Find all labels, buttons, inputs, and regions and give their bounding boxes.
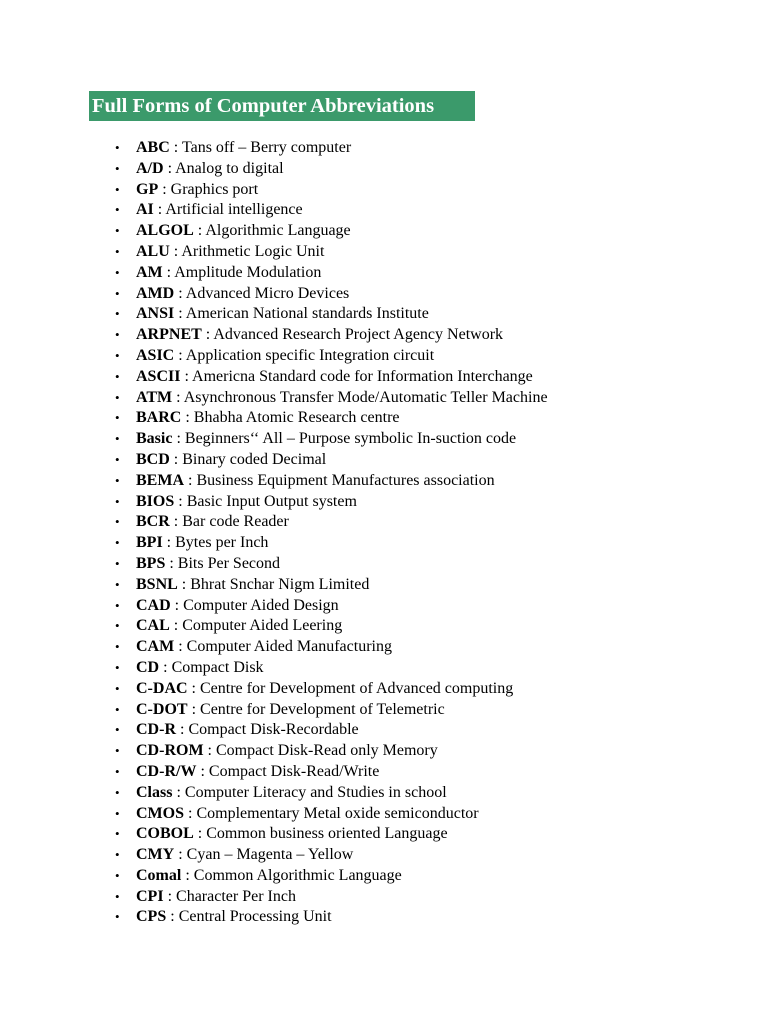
separator: : (174, 846, 187, 864)
bullet-icon: • (115, 639, 120, 655)
abbreviation: BEMA (136, 471, 184, 489)
bullet-icon: • (115, 493, 120, 509)
full-form: Bits Per Second (177, 554, 281, 572)
list-item-content (136, 304, 429, 325)
full-form: Binary coded Decimal (182, 450, 327, 468)
full-form: Graphics port (170, 180, 259, 198)
list-item-content (136, 907, 332, 928)
bullet-icon: • (115, 535, 120, 551)
list-item-content (136, 554, 280, 575)
abbreviation: CAM (136, 638, 175, 656)
bullet-icon: • (115, 659, 120, 675)
bullet-icon: • (115, 306, 120, 322)
list-item-content (136, 408, 400, 429)
bullet-icon: • (115, 243, 120, 259)
full-form: Analog to digital (175, 159, 284, 177)
full-form: Bytes per Inch (175, 534, 269, 552)
abbreviation: CD-ROM (136, 742, 204, 760)
abbreviation: BARC (136, 409, 182, 427)
separator: : (181, 866, 194, 884)
abbreviation: Class (136, 783, 173, 801)
list-item-content (136, 200, 303, 221)
bullet-icon: • (115, 181, 120, 197)
full-form: Character Per Inch (176, 887, 296, 905)
bullet-icon: • (115, 722, 120, 738)
separator: : (203, 742, 216, 760)
full-form: Artificial intelligence (165, 201, 303, 219)
list-item-content (136, 367, 533, 388)
full-form: Computer Aided Manufacturing (186, 638, 392, 656)
separator: : (187, 700, 201, 718)
list-item-content (136, 616, 342, 637)
separator: : (193, 825, 207, 843)
page-title: Full Forms of Computer Abbreviations (89, 91, 475, 121)
full-form: Bhabha Atomic Research centre (193, 409, 400, 427)
list-item-content (136, 679, 513, 700)
separator: : (174, 284, 186, 302)
full-form: Bhrat Snchar Nigm Limited (190, 575, 370, 593)
separator: : (165, 554, 178, 572)
separator: : (158, 180, 171, 198)
bullet-icon: • (115, 160, 120, 176)
abbreviation: ASIC (136, 346, 175, 364)
full-form: Advanced Micro Devices (185, 284, 350, 302)
list-item-content (136, 471, 495, 492)
abbreviation: C-DOT (136, 700, 188, 718)
bullet-icon: • (115, 826, 120, 842)
separator: : (159, 658, 172, 676)
abbreviation: CPS (136, 908, 167, 926)
abbreviation: CAL (136, 617, 170, 635)
bullet-icon: • (115, 701, 120, 717)
bullet-icon: • (115, 763, 120, 779)
separator: : (166, 908, 179, 926)
bullet-icon: • (115, 472, 120, 488)
separator: : (174, 492, 187, 510)
list-item-content (136, 180, 258, 201)
list-item-content (136, 138, 351, 159)
list-item-content (136, 388, 548, 409)
abbreviation: ABC (136, 139, 170, 156)
bullet-icon: • (115, 597, 120, 613)
abbreviation: COBOL (136, 825, 194, 843)
abbreviation: CAD (136, 596, 171, 614)
separator: : (196, 762, 209, 780)
list-item-content (136, 450, 326, 471)
full-form: American National standards Institute (185, 305, 429, 323)
separator: : (180, 367, 193, 385)
abbreviation: CD (136, 658, 160, 676)
list-item-content (136, 783, 447, 804)
list-item-content (136, 159, 284, 180)
abbreviation: BSNL (136, 575, 178, 593)
full-form: Centre for Development of Telemetric (200, 700, 445, 718)
separator: : (169, 617, 183, 635)
bullet-icon: • (115, 410, 120, 426)
full-form: Arithmetic Logic Unit (181, 242, 325, 260)
full-form: Common Algorithmic Language (193, 866, 402, 884)
separator: : (163, 159, 176, 177)
separator: : (187, 679, 200, 697)
separator: : (153, 201, 166, 219)
full-form: Amplitude Modulation (174, 263, 322, 281)
bullet-icon: • (115, 867, 120, 883)
list-item-content (136, 325, 503, 346)
full-form: Bar code Reader (182, 513, 289, 531)
full-form: Compact Disk (171, 658, 264, 676)
separator: : (162, 534, 176, 552)
separator: : (177, 575, 191, 593)
list-item-content (136, 221, 351, 242)
full-form: Cyan – Magenta – Yellow (186, 846, 354, 864)
abbreviation: Basic (136, 430, 173, 448)
full-form: Compact Disk-Read only Memory (216, 742, 438, 760)
bullet-icon: • (115, 285, 120, 301)
list-item-content (136, 263, 321, 284)
bullet-icon: • (115, 140, 120, 155)
bullet-icon: • (115, 368, 120, 384)
list-item-content (136, 741, 438, 762)
full-form: Advanced Research Project Agency Network (213, 326, 504, 344)
separator: : (184, 804, 197, 822)
separator: : (172, 430, 185, 448)
abbreviation: BIOS (136, 492, 175, 510)
separator: : (169, 139, 182, 156)
bullet-icon: • (115, 618, 120, 634)
full-form: Computer Aided Design (183, 596, 339, 614)
full-form: Application specific Integration circuit (185, 346, 435, 364)
list-item-content (136, 824, 448, 845)
bullet-icon: • (115, 784, 120, 800)
abbreviation: CMY (136, 846, 175, 864)
list-item-content (136, 637, 392, 658)
list-item-content (136, 242, 324, 263)
separator: : (174, 346, 186, 364)
bullet-icon: • (115, 680, 120, 696)
full-form: Computer Aided Leering (182, 617, 343, 635)
list-item-content (136, 346, 434, 367)
abbreviation: GP (136, 180, 159, 198)
list-item-content (136, 700, 445, 721)
separator: : (169, 513, 183, 531)
abbreviation: AMD (136, 284, 175, 302)
abbreviation: A/D (136, 159, 164, 177)
abbreviation: AM (136, 263, 163, 281)
list-item-content (136, 284, 349, 305)
separator: : (181, 409, 194, 427)
full-form: Common business oriented Language (206, 825, 448, 843)
full-form: Central Processing Unit (178, 908, 332, 926)
bullet-icon: • (115, 555, 120, 571)
list-item-content (136, 845, 353, 866)
list-item-content (136, 429, 516, 450)
bullet-icon: • (115, 847, 120, 863)
separator: : (162, 263, 175, 281)
list-item-content (136, 658, 264, 679)
bullet-icon: • (115, 431, 120, 447)
full-form: Complementary Metal oxide semiconductor (196, 804, 479, 822)
abbreviation: ANSI (136, 305, 175, 323)
list-item-content (136, 804, 479, 825)
abbreviation: CD-R (136, 721, 176, 739)
separator: : (169, 450, 183, 468)
full-form: Tans off – Berry computer (181, 139, 352, 156)
bullet-icon: • (115, 743, 120, 759)
list-item-content (136, 762, 379, 783)
separator: : (176, 721, 189, 739)
list-item-content (136, 720, 359, 741)
list-item-content (136, 575, 369, 596)
bullet-icon: • (115, 909, 120, 925)
separator: : (201, 326, 214, 344)
bullet-icon: • (115, 576, 120, 592)
separator: : (172, 783, 185, 801)
bullet-icon: • (115, 451, 120, 467)
abbreviation: CD-R/W (136, 762, 197, 780)
list-item-content (136, 596, 339, 617)
abbreviation: CPI (136, 887, 164, 905)
abbreviation: C-DAC (136, 679, 188, 697)
list-item-content (136, 492, 357, 513)
abbreviation: BCD (136, 450, 170, 468)
abbreviation: ALGOL (136, 222, 194, 240)
full-form: Compact Disk-Read/Write (208, 762, 380, 780)
abbreviation: CMOS (136, 804, 184, 822)
abbreviation: BPI (136, 534, 163, 552)
bullet-icon: • (115, 327, 120, 343)
abbreviation: AI (136, 201, 154, 219)
full-form: Beginners‘‘ All – Purpose symbolic In-suction code (184, 430, 517, 448)
separator: : (172, 388, 184, 406)
list-item-content (136, 512, 289, 533)
abbreviation: BPS (136, 554, 166, 572)
separator: : (184, 471, 197, 489)
full-form: Business Equipment Manufactures association (196, 471, 495, 489)
full-form: Asynchronous Transfer Mode/Automatic Teller Machine (183, 388, 548, 406)
abbreviation: ARPNET (136, 326, 202, 344)
full-form: Algorithmic Language (205, 222, 351, 240)
separator: : (170, 596, 184, 614)
separator: : (169, 242, 182, 260)
list-item-content (136, 866, 402, 887)
separator: : (174, 305, 186, 323)
separator: : (174, 638, 187, 656)
bullet-icon: • (115, 223, 120, 239)
bullet-icon: • (115, 202, 120, 218)
full-form: Basic Input Output system (186, 492, 357, 510)
abbreviation: ATM (136, 388, 173, 406)
list-item-content (136, 887, 296, 908)
bullet-icon: • (115, 347, 120, 363)
separator: : (163, 887, 177, 905)
separator: : (193, 222, 206, 240)
abbreviation: BCR (136, 513, 170, 531)
full-form: Centre for Development of Advanced computing (200, 679, 514, 697)
bullet-icon: • (115, 389, 120, 405)
bullet-icon: • (115, 264, 120, 280)
full-form: Americna Standard code for Information Interchange (192, 367, 533, 385)
list-item-content (136, 533, 268, 554)
abbreviation: ASCII (136, 367, 181, 385)
full-form: Compact Disk-Recordable (188, 721, 359, 739)
full-form: Computer Literacy and Studies in school (184, 783, 447, 801)
abbreviation: Comal (136, 866, 182, 884)
abbreviation: ALU (136, 242, 170, 260)
bullet-icon: • (115, 514, 120, 530)
bullet-icon: • (115, 805, 120, 821)
bullet-icon: • (115, 888, 120, 904)
